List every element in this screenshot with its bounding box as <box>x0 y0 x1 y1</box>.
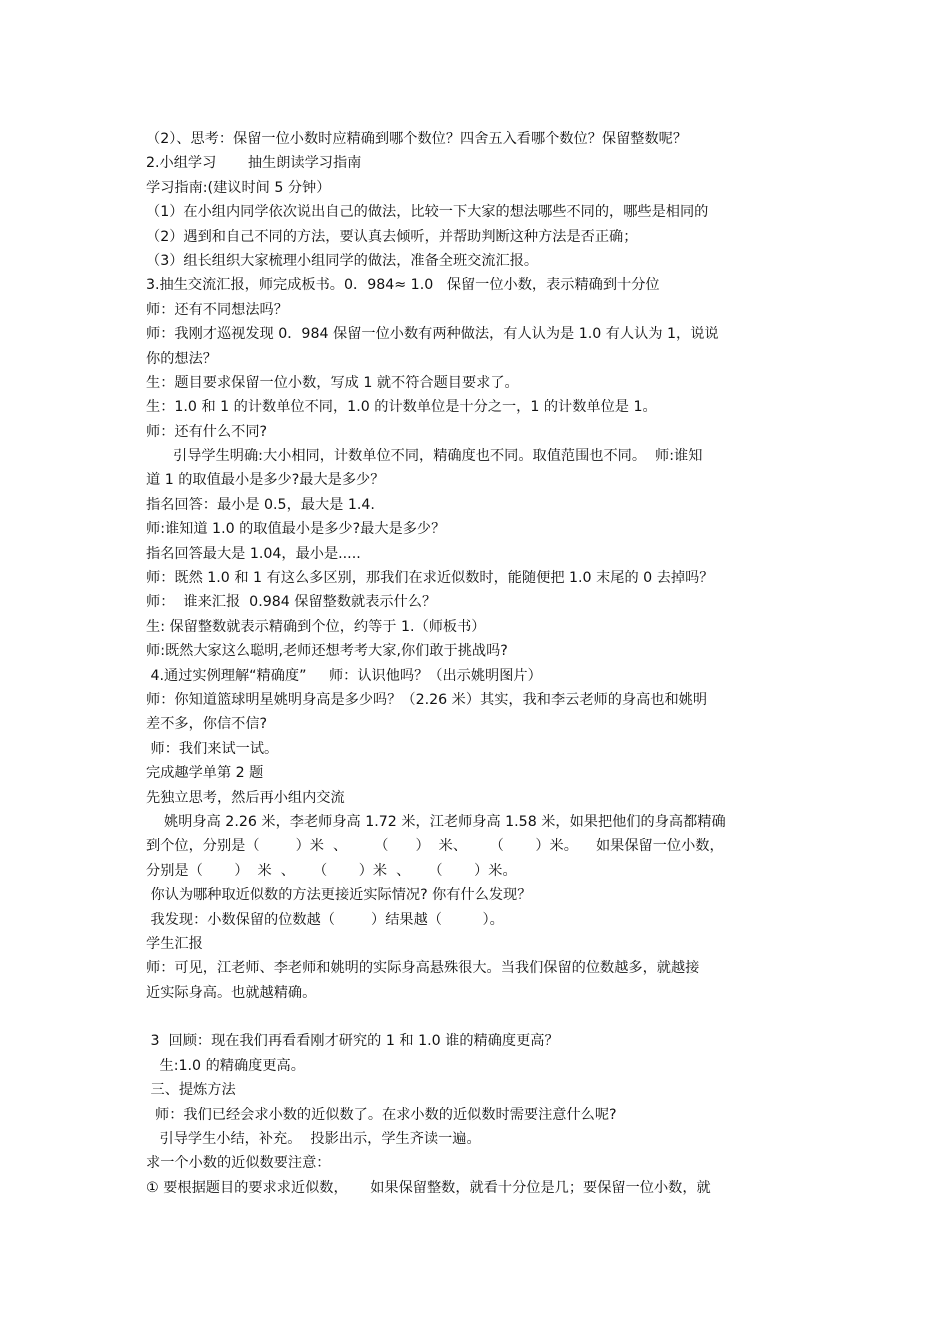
text-line: 你的想法？ <box>146 350 217 367</box>
text-line: 我发现：小数保留的位数越（ ）结果越（ ）。 <box>146 911 504 928</box>
text-line: 生：1.0 和 1 的计数单位不同，1.0 的计数单位是十分之一，1 的计数单位是 1。 <box>146 399 657 416</box>
text-line: 师：还有什么不同? <box>146 423 268 440</box>
text-line: 师：既然 1.0 和 1 有这么多区别，那我们在求近似数时，能随便把 1.0 末尾的 0 去掉吗？ <box>146 570 714 587</box>
text-line: 4.通过实例理解“精确度” 师：认识他吗？（出示姚明图片） <box>146 667 542 684</box>
text-line: 近实际身高。也就越精确。 <box>146 984 317 1001</box>
text-line: 道 1 的取值最小是多少?最大是多少？ <box>146 472 385 489</box>
text-line: 师：我们已经会求小数的近似数了。在求小数的近似数时需要注意什么呢? <box>146 1106 617 1123</box>
text-line: 师：我们来试一试。 <box>146 740 279 757</box>
text-line: 引导学生明确:大小相同，计数单位不同，精确度也不同。取值范围也不同。 师:谁知 <box>146 448 703 465</box>
text-line: 师：我刚才巡视发现 0．984 保留一位小数有两种做法，有人认为是 1.0 有人认为 1，说说 <box>146 326 719 343</box>
text-line: 师:既然大家这么聪明,老师还想考考大家,你们敢于挑战吗? <box>146 643 508 660</box>
text-line: 完成趣学单第 2 题 <box>146 765 264 782</box>
text-line: 学生汇报 <box>146 935 203 952</box>
text-line: 指名回答：最小是 0.5，最大是 1.4. <box>146 496 375 513</box>
text-line: 先独立思考，然后再小组内交流 <box>146 789 345 806</box>
blank-line <box>146 1005 810 1029</box>
text-line: （2）、思考：保留一位小数时应精确到哪个数位？四舍五入看哪个数位？保留整数呢？ <box>146 131 688 147</box>
text-line: 到个位，分别是（ ）米 、 （ ） 米、 （ ）米。 如果保留一位小数， <box>146 838 724 855</box>
text-line: 指名回答最大是 1.04，最小是..... <box>146 545 361 562</box>
text-line: （1）在小组内同学依次说出自己的做法，比较一下大家的想法哪些不同的，哪些是相同的 <box>146 204 709 221</box>
text-line: 师： 谁来汇报 0.984 保留整数就表示什么？ <box>146 594 437 611</box>
text-line: 引导学生小结，补充。 投影出示，学生齐读一遍。 <box>146 1131 481 1148</box>
text-line: 师：还有不同想法吗？ <box>146 301 288 318</box>
text-line: 学习指南:(建议时间 5 分钟） <box>146 179 331 196</box>
text-line: 生:1.0 的精确度更高。 <box>146 1057 305 1074</box>
text-line: ① 要根据题目的要求求近似数， 如果保留整数，就看十分位是几；要保留一位小数，就 <box>146 1179 711 1196</box>
text-line: （2）遇到和自己不同的方法，要认真去倾听，并帮助判断这种方法是否正确； <box>146 228 638 245</box>
text-line: 姚明身高 2.26 米，李老师身高 1.72 米，江老师身高 1.58 米，如果把他们的身高都精确 <box>146 813 726 830</box>
text-line: 师：你知道篮球明星姚明身高是多少吗？（2.26 米）其实，我和李云老师的身高也和姚明 <box>146 691 708 708</box>
document-body <box>146 127 810 1200</box>
text-line: 生: 保留整数就表示精确到个位，约等于 1.（师板书） <box>146 618 486 635</box>
text-line: 师：可见，江老师、李老师和姚明的实际身高悬殊很大。当我们保留的位数越多，就越接 <box>146 960 700 977</box>
text-line: 2.小组学习 抽生朗读学习指南 <box>146 155 362 172</box>
text-line: 你认为哪种取近似数的方法更接近实际情况? 你有什么发现？ <box>146 887 532 904</box>
text-line: 求一个小数的近似数要注意： <box>146 1155 331 1172</box>
text-line: 3.抽生交流汇报，师完成板书。0．984≈ 1.0 保留一位小数，表示精确到十分位 <box>146 277 660 294</box>
text-line: 3 回顾：现在我们再看看刚才研究的 1 和 1.0 谁的精确度更高？ <box>146 1033 559 1050</box>
text-line: 分别是（ ） 米 、 （ ）米 、 （ ）米。 <box>146 862 517 879</box>
text-line: 三、提炼方法 <box>146 1082 236 1099</box>
text-line: 生：题目要求保留一位小数，写成 1 就不符合题目要求了。 <box>146 374 519 391</box>
text-line: 师:谁知道 1.0 的取值最小是多少?最大是多少？ <box>146 521 446 538</box>
text-line: （3）组长组织大家梳理小组同学的做法，准备全班交流汇报。 <box>146 252 539 269</box>
text-line: 差不多，你信不信? <box>146 716 268 733</box>
